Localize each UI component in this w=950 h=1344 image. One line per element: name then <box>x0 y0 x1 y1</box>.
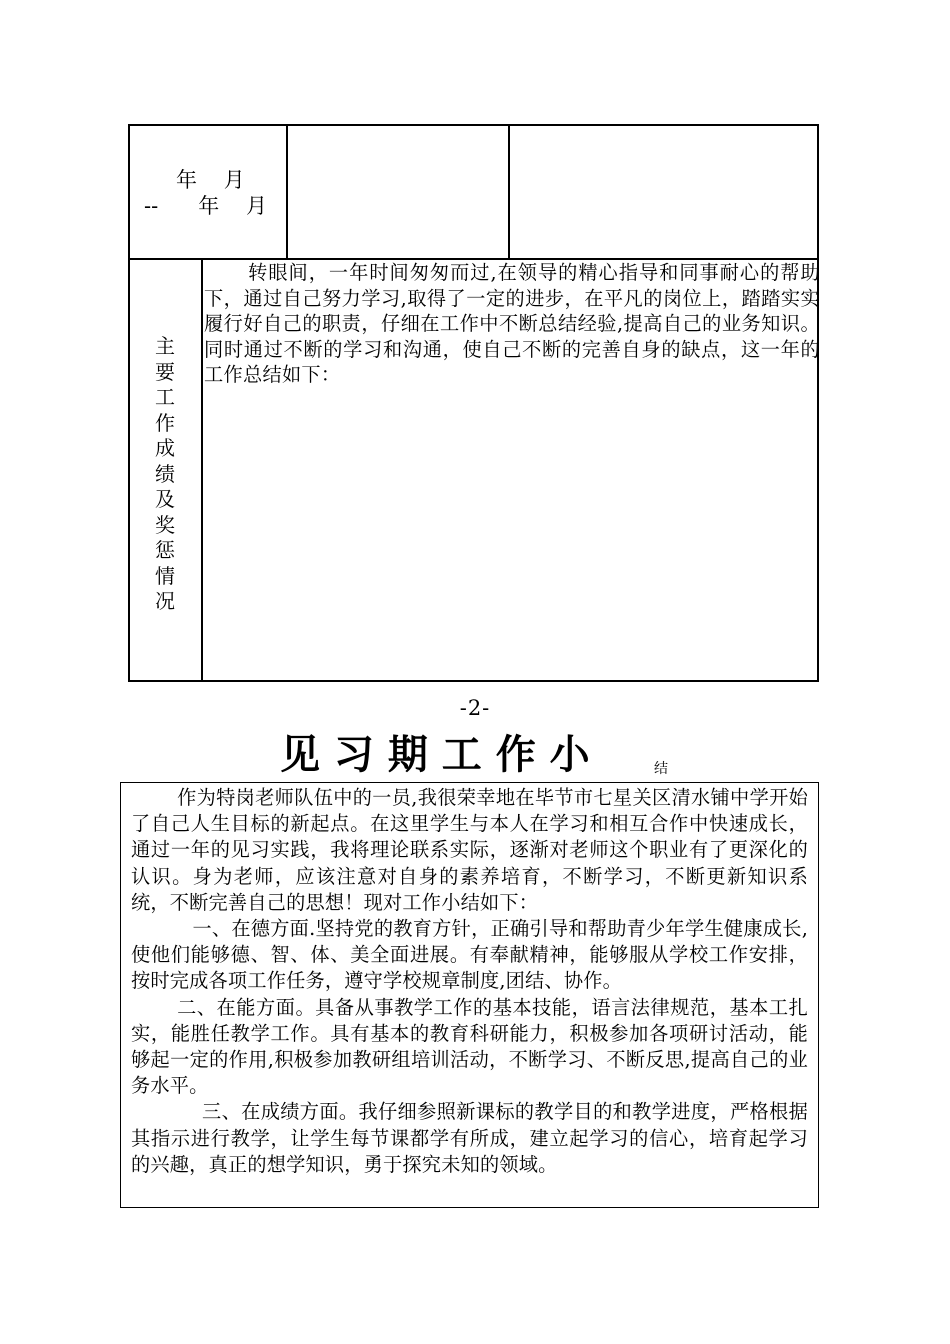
label-char: 成 <box>155 436 175 460</box>
summary-intro: 作为特岗老师队伍中的一员,我很荣幸地在毕节市七星关区清水铺中学开始了自己人生目标的新起点。在这里学生与本人在学习和相互合作中快速成长，通过一年的见习实践，我将理论联系实际，逐渐对老师这个职业有了更深化的认识。身为老师，应该注意对自身的素养培育，不断学习，不断更新知识系统，不断完善自己的思想！现对工作小结如下： <box>131 786 808 914</box>
record-table <box>128 124 819 682</box>
label-char: 及 <box>155 487 175 511</box>
summary-item-1: 一、在德方面.坚持党的教育方针，正确引导和帮助青少年学生健康成长,使他们能够德、智、体、美全面进展。有奉献精神，能够服从学校工作安排，按时完成各项工作任务，遵守学校规章制度,团结、协作。 <box>131 917 808 993</box>
page-number: -2- <box>459 696 491 720</box>
label-char: 工 <box>155 385 175 409</box>
label-char: 要 <box>155 359 175 384</box>
vertical-label <box>130 334 200 615</box>
empty-cell-2 <box>510 126 817 258</box>
label-char: 惩 <box>155 538 175 562</box>
summary-item-3: 三、在成绩方面。我仔细参照新课标的教学目的和教学进度，严格根据其指示进行教学，让学生每节课都学有所成，建立起学习的信心，培育起学习的兴趣，真正的想学知识，勇于探究未知的领域。 <box>131 1100 808 1176</box>
work-achievement-text: 转眼间，一年时间匆匆而过,在领导的精心指导和同事耐心的帮助下，通过自己努力学习,取得了一定的进步，在平凡的岗位上，踏踏实实履行好自己的职责，仔细在工作中不断总结经验,提高自己的业务知识。同时通过不断的学习和沟通，使自己不断的完善自身的缺点，这一年的工作总结如下： <box>204 261 820 386</box>
page-title-suffix: 结 <box>654 761 668 777</box>
date-end: -- 年 月 <box>144 194 267 218</box>
page-title: 见 习 期 工 作 小 <box>280 732 590 778</box>
summary-box <box>120 782 819 1208</box>
date-start: 年 月 <box>176 168 245 192</box>
label-divider <box>201 259 203 680</box>
label-char: 作 <box>155 410 175 435</box>
empty-cell-1 <box>288 126 508 258</box>
label-char: 主 <box>155 334 175 358</box>
label-char: 情 <box>155 563 175 588</box>
label-char: 绩 <box>155 461 175 486</box>
label-char: 奖 <box>155 512 175 537</box>
label-char: 况 <box>155 589 175 613</box>
summary-item-2: 二、在能方面。具备从事教学工作的基本技能，语言法律规范，基本工扎实，能胜任教学工作。具有基本的教育科研能力，积极参加各项研讨活动，能够起一定的作用,积极参加教研组培训活动，不断学习、不断反思,提高自己的业务水平。 <box>131 995 808 1098</box>
